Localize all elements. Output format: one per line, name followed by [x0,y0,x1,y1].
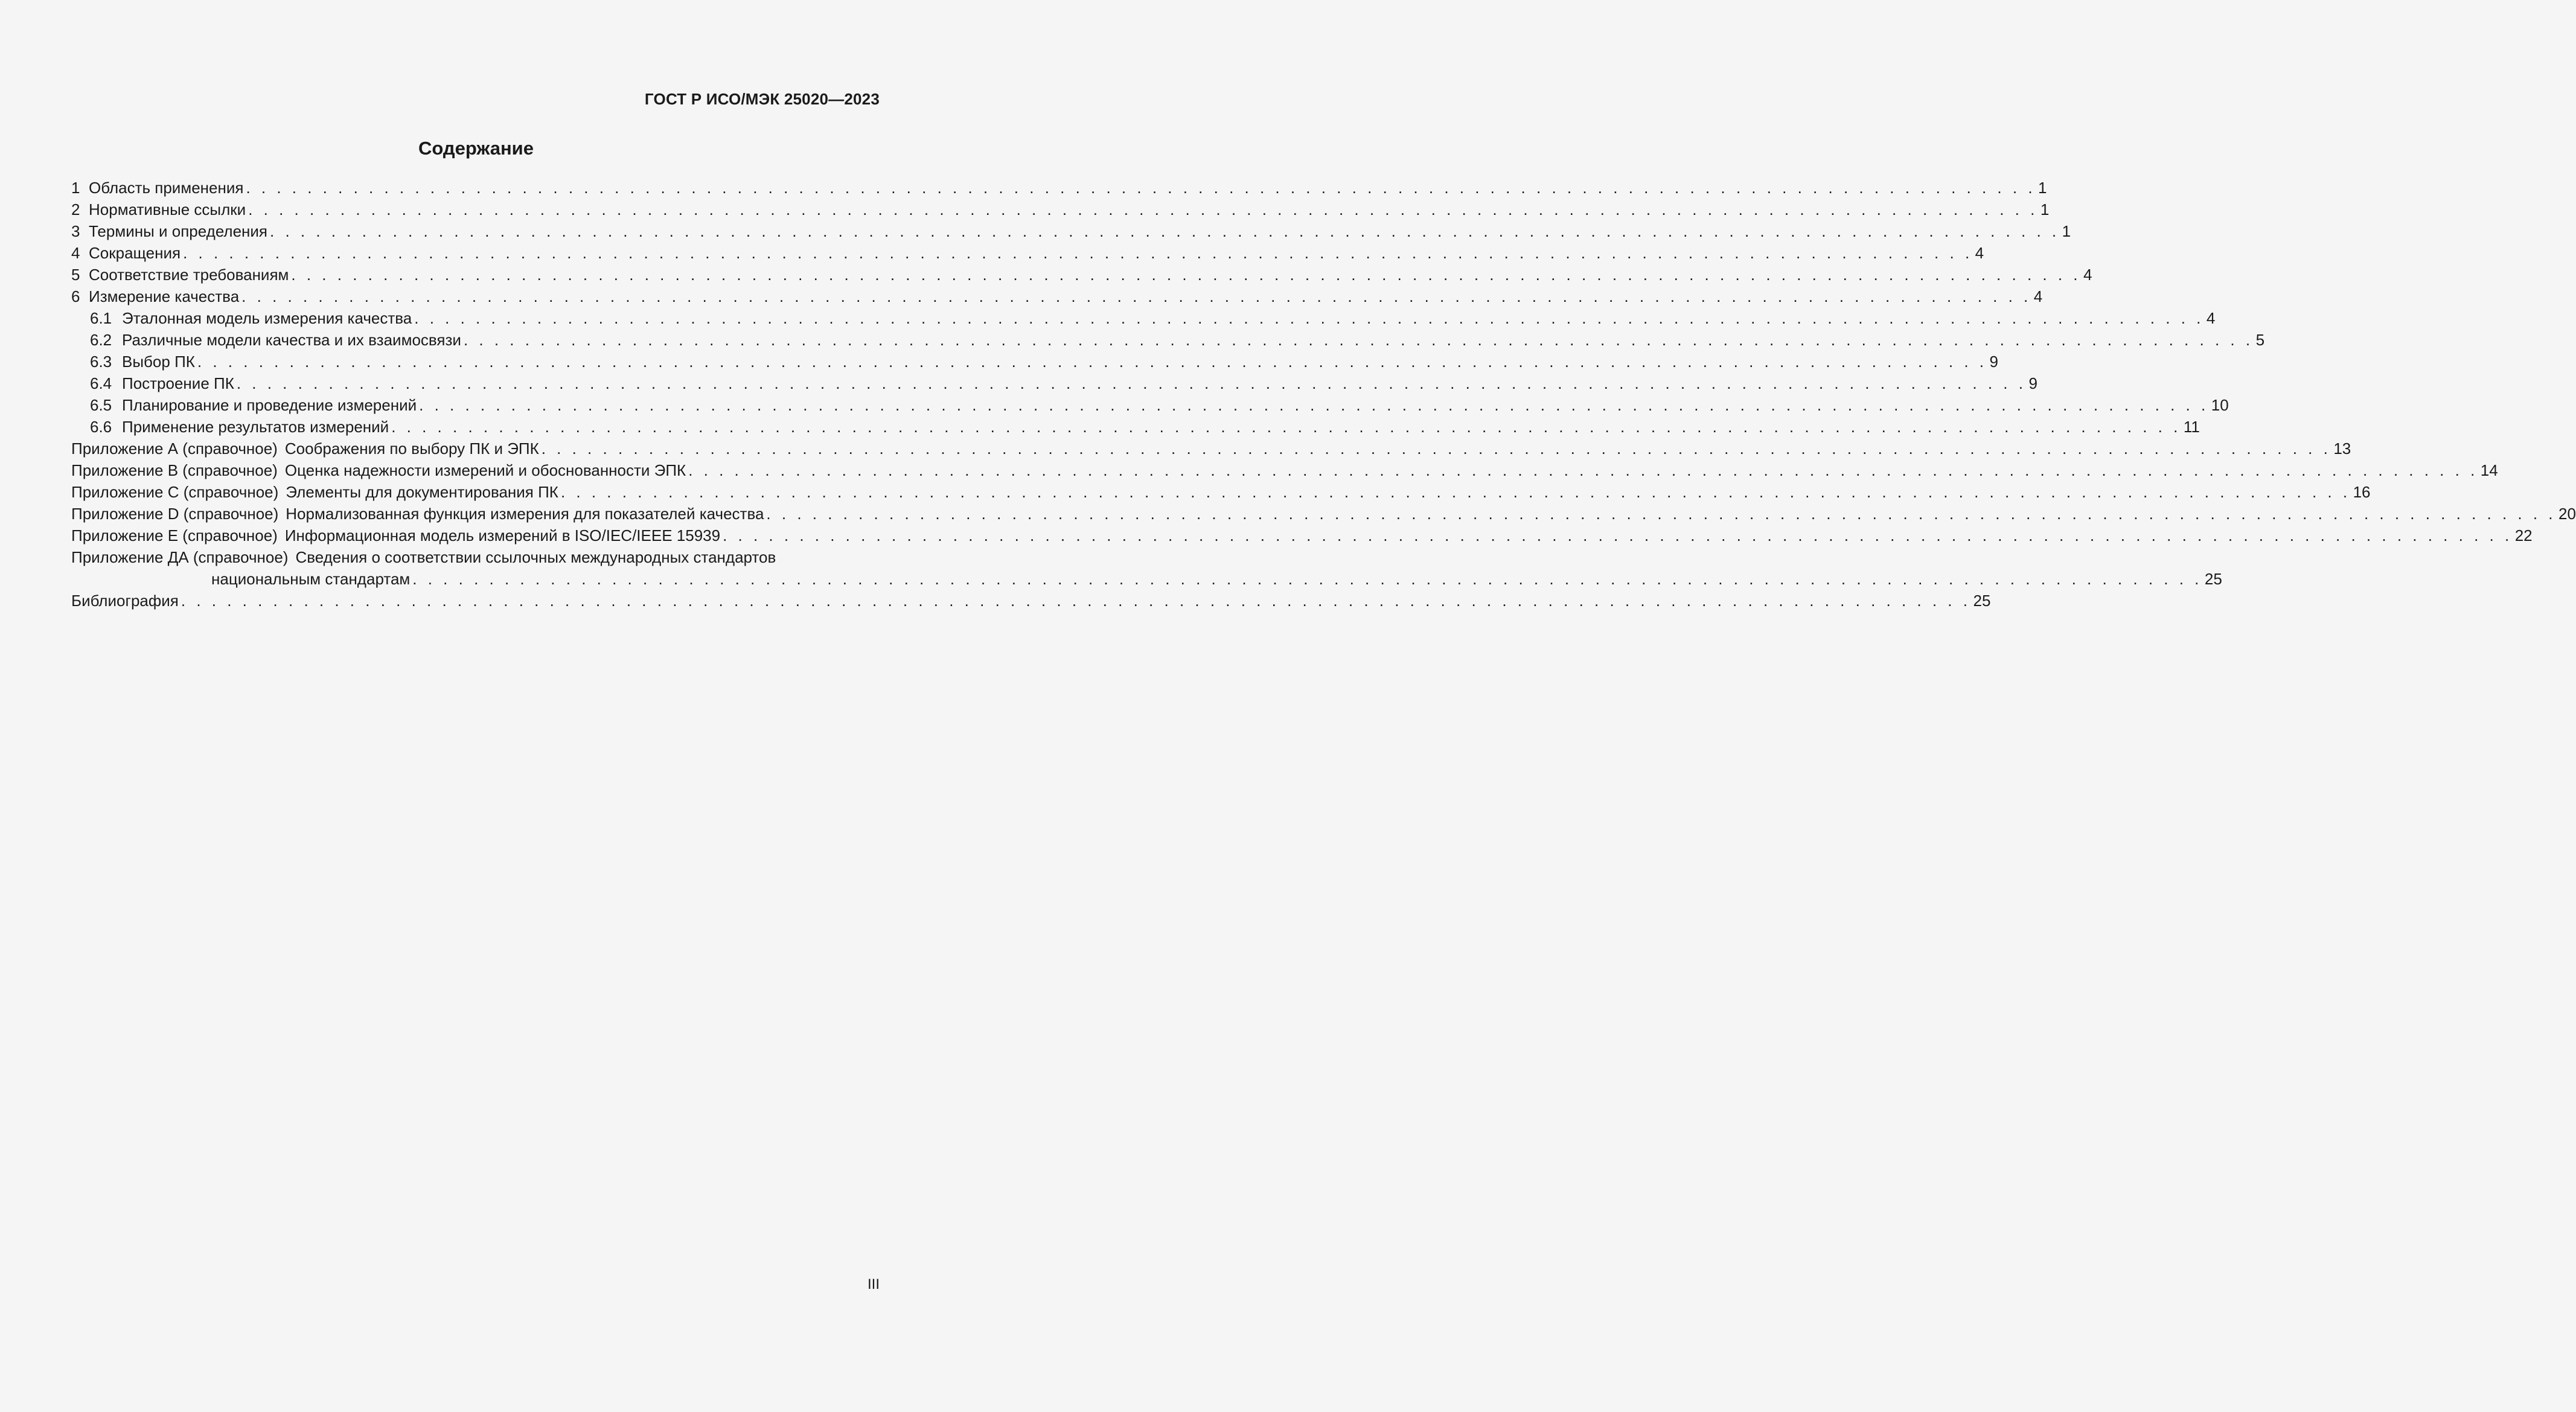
appendix-prefix: Приложение ДА (справочное) [71,548,289,566]
toc-entry-page: 9 [1989,353,1998,371]
toc-leader-dots: . . . . . . . . . . . . . . . . . . . . . . . . . . . . . . . . . . . . . . . . . . . . . . . . . . . . . . . . . . . . . . . . . . . . . . . . . . . . . . . . . . . . . . . . . . . . . . . . . . . . . . . . . . . . . . . . . . . . . [248,200,2038,219]
toc-entry-number: 6.6 [90,418,112,436]
toc-entry-label: Эталонная модель измерения качества [122,309,412,327]
toc-entry-number: 6.2 [90,331,112,349]
appendix-label: Информационная модель измерений в ISO/IEC/IEEE 15939 [284,526,721,545]
toc-leader-dots: . . . . . . . . . . . . . . . . . . . . . . . . . . . . . . . . . . . . . . . . . . . . . . . . . . . . . . . . . . . . . . . . . . . . . . . . . . . . . . . . . . . . . . . . . . . . . . . . . . . . . . . . . . . . . . . . . . . . . [181,592,1971,610]
appendix-label: Элементы для документирования ПК [286,483,558,501]
toc-title: Содержание [418,138,534,159]
page-number: III [867,1276,880,1292]
toc-entry-page: 1 [2062,222,2071,240]
toc-entry-label: Различные модели качества и их взаимосвязи [122,331,461,349]
toc-appendix-da[interactable] [71,546,880,568]
appendix-label: Соображения по выбору ПК и ЭПК [284,439,539,458]
toc-entry-page: 10 [2211,396,2229,414]
appendix-prefix: Приложение D (справочное) [71,505,279,523]
toc-entry-page: 22 [2514,526,2533,545]
appendix-prefix: Приложение А (справочное) [71,439,278,458]
toc-entry-number: 6.3 [90,353,112,371]
toc-entry-page: 9 [2028,374,2037,392]
toc-entry-6-3[interactable] [71,351,1998,372]
toc-entry-5[interactable] [71,264,2092,286]
toc-entry-label: Соответствие требованиям [89,266,289,284]
toc-entry-number: 6.4 [90,374,112,392]
toc-entry-6-4[interactable] [71,372,2037,394]
toc-leader-dots: . . . . . . . . . . . . . . . . . . . . . . . . . . . . . . . . . . . . . . . . . . . . . . . . . . . . . . . . . . . . . . . . . . . . . . . . . . . . . . . . . . . . . . . . . . . . . . . . . . . . . . . . . . . . . . . . . . . . . [414,309,2204,327]
toc-leader-dots: . . . . . . . . . . . . . . . . . . . . . . . . . . . . . . . . . . . . . . . . . . . . . . . . . . . . . . . . . . . . . . . . . . . . . . . . . . . . . . . . . . . . . . . . . . . . . . . . . . . . . . . . . . . . . . . . . . . . . [419,396,2209,414]
toc-entry-number: 4 [71,244,80,262]
toc-leader-dots: . . . . . . . . . . . . . . . . . . . . . . . . . . . . . . . . . . . . . . . . . . . . . . . . . . . . . . . . . . . . . . . . . . . . . . . . . . . . . . . . . . . . . . . . . . . . . . . . . . . . . . . . . . . . . . . . . . . . . [291,266,2082,284]
toc-appendix-da-continuation[interactable] [71,568,2222,590]
toc-entry-label: Область применения [89,179,244,197]
toc-entry-6-6[interactable] [71,416,2200,438]
toc-leader-dots: . . . . . . . . . . . . . . . . . . . . . . . . . . . . . . . . . . . . . . . . . . . . . . . . . . . . . . . . . . . . . . . . . . . . . . . . . . . . . . . . . . . . . . . . . . . . . . . . . . . . . . . . . . . . . . . . . . . . . [412,570,2202,588]
appendix-label: Нормализованная функция измерения для показателей качества [286,505,764,523]
toc-leader-dots: . . . . . . . . . . . . . . . . . . . . . . . . . . . . . . . . . . . . . . . . . . . . . . . . . . . . . . . . . . . . . . . . . . . . . . . . . . . . . . . . . . . . . . . . . . . . . . . . . . . . . . . . . . . . . . . . . . . . . [270,222,2060,240]
toc-entry-6-1[interactable] [71,307,2216,329]
toc-leader-dots: . . . . . . . . . . . . . . . . . . . . . . . . . . . . . . . . . . . . . . . . . . . . . . . . . . . . . . . . . . . . . . . . . . . . . . . . . . . . . . . . . . . . . . . . . . . . . . . . . . . . . . . . . . . . . . . . . . . . . [463,331,2254,349]
toc-entry-6-2[interactable] [71,329,2265,351]
toc-entry-number: 2 [71,200,80,219]
toc-leader-dots: . . . . . . . . . . . . . . . . . . . . . . . . . . . . . . . . . . . . . . . . . . . . . . . . . . . . . . . . . . . . . . . . . . . . . . . . . . . . . . . . . . . . . . . . . . . . . . . . . . . . . . . . . . . . . . . . . . . . . [183,244,1973,262]
appendix-prefix: Приложение Е (справочное) [71,526,278,545]
toc-entry-label: Нормативные ссылки [89,200,246,219]
toc-entry-page: 4 [2206,309,2216,327]
toc-entry-number: 6.5 [90,396,112,414]
toc-entry-label: Сокращения [89,244,181,262]
appendix-label: Сведения о соответствии ссылочных международных стандартов [295,548,776,566]
table-of-contents [71,177,2576,612]
toc-entry-page: 20 [2558,505,2576,523]
toc-entry-number: 1 [71,179,80,197]
toc-entry-1[interactable] [71,177,2047,199]
toc-entry-label: Построение ПК [122,374,234,392]
toc-leader-dots: . . . . . . . . . . . . . . . . . . . . . . . . . . . . . . . . . . . . . . . . . . . . . . . . . . . . . . . . . . . . . . . . . . . . . . . . . . . . . . . . . . . . . . . . . . . . . . . . . . . . . . . . . . . . . . . . . . . . . [723,526,2513,545]
document-code: ГОСТ Р ИСО/МЭК 25020—2023 [644,90,880,108]
toc-leader-dots: . . . . . . . . . . . . . . . . . . . . . . . . . . . . . . . . . . . . . . . . . . . . . . . . . . . . . . . . . . . . . . . . . . . . . . . . . . . . . . . . . . . . . . . . . . . . . . . . . . . . . . . . . . . . . . . . . . . . . [241,287,2031,305]
toc-appendix-c[interactable] [71,481,2371,503]
toc-entry-number: 5 [71,266,80,284]
appendix-prefix: Приложение В (справочное) [71,461,278,479]
toc-entry-page: 5 [2255,331,2265,349]
toc-appendix-b[interactable] [71,459,2498,481]
toc-entry-label: Применение результатов измерений [122,418,389,436]
toc-leader-dots: . . . . . . . . . . . . . . . . . . . . . . . . . . . . . . . . . . . . . . . . . . . . . . . . . . . . . . . . . . . . . . . . . . . . . . . . . . . . . . . . . . . . . . . . . . . . . . . . . . . . . . . . . . . . . . . . . . . . . [391,418,2181,436]
toc-leader-dots: . . . . . . . . . . . . . . . . . . . . . . . . . . . . . . . . . . . . . . . . . . . . . . . . . . . . . . . . . . . . . . . . . . . . . . . . . . . . . . . . . . . . . . . . . . . . . . . . . . . . . . . . . . . . . . . . . . . . . [246,179,2036,197]
toc-entry-page: 1 [2040,200,2050,219]
toc-entry-page: 13 [2333,439,2351,458]
toc-entry-page: 25 [1973,592,1991,610]
toc-appendix-e[interactable] [71,525,2533,546]
toc-appendix-d[interactable] [71,503,2576,525]
toc-entry-6[interactable] [71,286,2043,307]
toc-entry-label: Выбор ПК [122,353,195,371]
toc-appendix-a[interactable] [71,438,2351,459]
toc-entry-3[interactable] [71,220,2071,242]
toc-entry-6-5[interactable] [71,394,2229,416]
toc-leader-dots: . . . . . . . . . . . . . . . . . . . . . . . . . . . . . . . . . . . . . . . . . . . . . . . . . . . . . . . . . . . . . . . . . . . . . . . . . . . . . . . . . . . . . . . . . . . . . . . . . . . . . . . . . . . . . . . . . . . . . [197,353,1987,371]
toc-entry-2[interactable] [71,199,2050,220]
toc-leader-dots: . . . . . . . . . . . . . . . . . . . . . . . . . . . . . . . . . . . . . . . . . . . . . . . . . . . . . . . . . . . . . . . . . . . . . . . . . . . . . . . . . . . . . . . . . . . . . . . . . . . . . . . . . . . . . . . . . . . . . [560,483,2351,501]
toc-entry-page: 14 [2480,461,2498,479]
toc-entry-number: 6 [71,287,80,305]
toc-entry-label: Измерение качества [89,287,240,305]
toc-entry-label: Планирование и проведение измерений [122,396,417,414]
toc-leader-dots: . . . . . . . . . . . . . . . . . . . . . . . . . . . . . . . . . . . . . . . . . . . . . . . . . . . . . . . . . . . . . . . . . . . . . . . . . . . . . . . . . . . . . . . . . . . . . . . . . . . . . . . . . . . . . . . . . . . . . [236,374,2027,392]
toc-entry-number: 3 [71,222,80,240]
toc-entry-page: 25 [2204,570,2222,588]
toc-entry-page: 11 [2183,418,2200,436]
toc-leader-dots: . . . . . . . . . . . . . . . . . . . . . . . . . . . . . . . . . . . . . . . . . . . . . . . . . . . . . . . . . . . . . . . . . . . . . . . . . . . . . . . . . . . . . . . . . . . . . . . . . . . . . . . . . . . . . . . . . . . . . [766,505,2557,523]
toc-entry-page: 4 [2033,287,2043,305]
toc-entry-page: 4 [2083,266,2092,284]
toc-leader-dots: . . . . . . . . . . . . . . . . . . . . . . . . . . . . . . . . . . . . . . . . . . . . . . . . . . . . . . . . . . . . . . . . . . . . . . . . . . . . . . . . . . . . . . . . . . . . . . . . . . . . . . . . . . . . . . . . . . . . . [688,461,2478,479]
appendix-label: Оценка надежности измерений и обоснованности ЭПК [284,461,686,479]
toc-entry-page: 16 [2353,483,2371,501]
bibliography-label: Библиография [71,592,179,610]
toc-entry-4[interactable] [71,242,1984,264]
toc-entry-page: 1 [2038,179,2047,197]
toc-bibliography[interactable] [71,590,1991,612]
appendix-prefix: Приложение С (справочное) [71,483,279,501]
toc-leader-dots: . . . . . . . . . . . . . . . . . . . . . . . . . . . . . . . . . . . . . . . . . . . . . . . . . . . . . . . . . . . . . . . . . . . . . . . . . . . . . . . . . . . . . . . . . . . . . . . . . . . . . . . . . . . . . . . . . . . . . [541,439,2332,458]
appendix-label-continuation: национальным стандартам [211,570,411,588]
toc-entry-number: 6.1 [90,309,112,327]
toc-entry-page: 4 [1975,244,1984,262]
toc-entry-label: Термины и определения [89,222,268,240]
